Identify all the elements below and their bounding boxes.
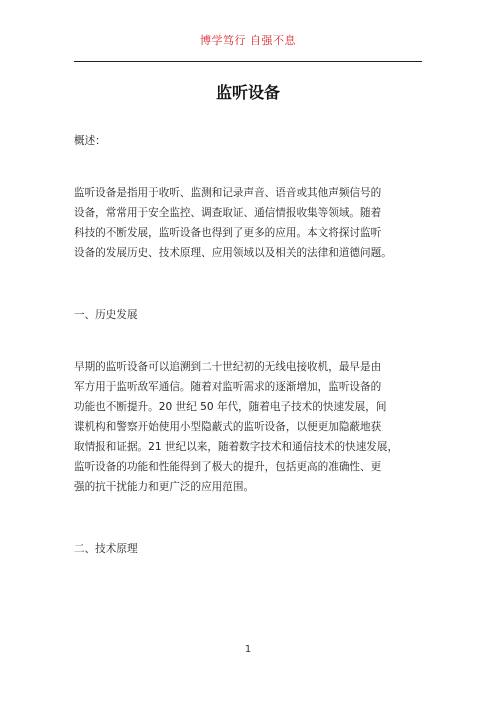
page-number: 1 [244, 644, 252, 655]
intro-line: 科技的不断发展，监听设备也得到了更多的应用。本文将探讨监听 [74, 227, 382, 239]
header-rule [74, 61, 422, 62]
intro-line: 设备，常常用于安全监控、调查取证、通信情报收集等领域。随着 [74, 207, 382, 219]
history-line: 取情报和证据。21 世纪以来，随着数字技术和通信技术的快速发展， [74, 441, 399, 453]
overview-label: 概述： [74, 135, 106, 147]
history-line: 功能也不断提升。20 世纪 50 年代，随着电子技术的快速发展，间 [74, 401, 387, 413]
history-line: 军方用于监听敌军通信。随着对监听需求的逐渐增加，监听设备的 [74, 381, 382, 393]
header-motto: 博学笃行 自强不息 [200, 34, 296, 47]
intro-line: 监听设备是指用于收听、监测和记录声音、语音或其他声频信号的 [74, 187, 382, 199]
document-title: 监听设备 [215, 83, 280, 102]
history-paragraph [74, 357, 436, 497]
history-line: 谍机构和警察开始使用小型隐蔽式的监听设备，以便更加隐蔽地获 [74, 421, 382, 433]
intro-paragraph [74, 183, 436, 263]
history-line: 监听设备的功能和性能得到了极大的提升，包括更高的准确性、更 [74, 461, 382, 473]
section-heading-principles: 二、技术原理 [74, 543, 138, 555]
section-heading-history: 一、历史发展 [74, 309, 138, 321]
intro-line: 设备的发展历史、技术原理、应用领域以及相关的法律和道德问题。 [74, 247, 392, 259]
history-line: 强的抗干扰能力和更广泛的应用范围。 [74, 481, 255, 493]
history-line: 早期的监听设备可以追溯到二十世纪初的无线电接收机，最早是由 [74, 361, 382, 373]
